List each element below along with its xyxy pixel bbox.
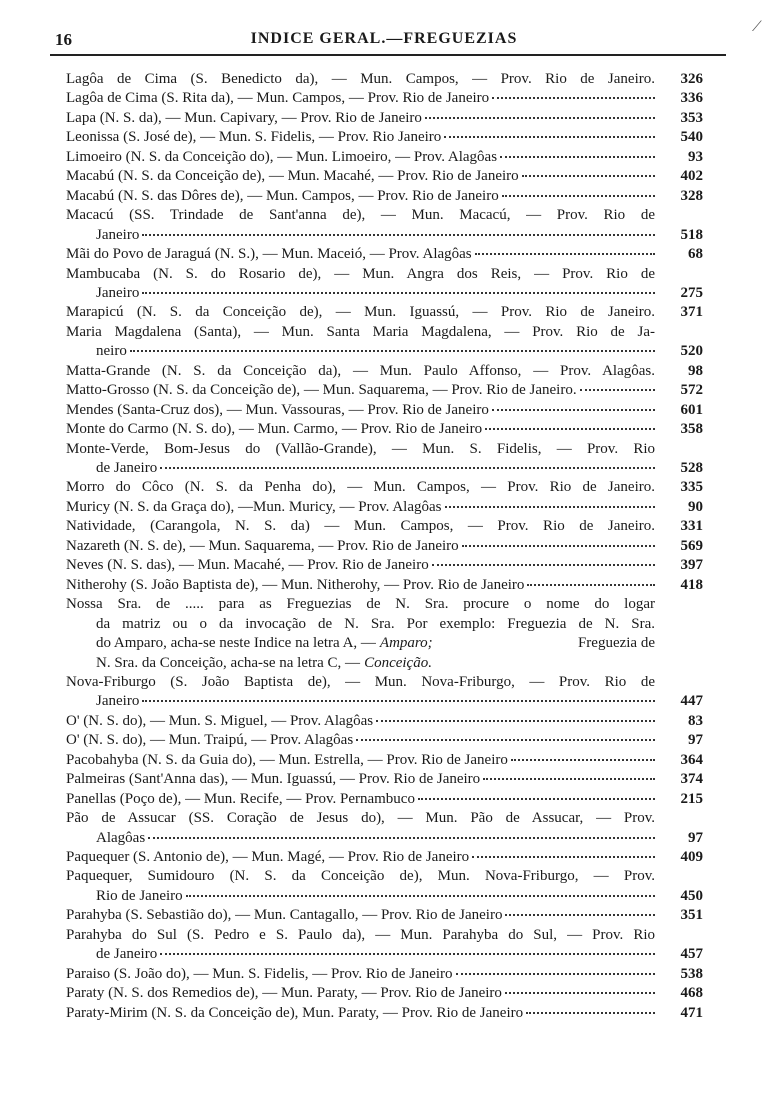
index-entry — [66, 478, 655, 496]
entry-page-number: 402 — [680, 168, 703, 185]
entry-text: de Janeiro — [96, 460, 158, 476]
index-entry — [66, 926, 655, 944]
entry-text: Nova-Friburgo (S. João Baptista de), — Mun. Nova-Friburgo, — Prov. Rio de — [66, 673, 655, 690]
entry-text: Pacobahyba (N. S. da Guia do), — Mun. Estrella, — Prov. Rio de Janeiro — [66, 751, 508, 768]
entry-text: Macabú (N. S. das Dôres de), — Mun. Campos, — Prov. Rio de Janeiro — [66, 187, 499, 204]
dot-leader — [148, 837, 655, 839]
entry-page-number: 98 — [688, 362, 703, 379]
entry-text: Parahyba (S. Sebastião do), — Mun. Cantagallo, — Prov. Rio de Janeiro — [66, 907, 503, 924]
dot-leader — [418, 798, 655, 800]
entry-page-number: 528 — [680, 460, 703, 476]
entry-text: Mãi do Povo de Jaraguá (N. S.), — Mun. Maceió, — Prov. Alagôas — [66, 246, 472, 263]
entry-page-number: 450 — [680, 887, 703, 904]
entry-text: Morro do Côco (N. S. da Penha do), — Mun. Campos, — Prov. Rio de Janeiro. — [66, 479, 655, 496]
index-entry-continuation — [96, 226, 655, 244]
entry-text: Macacú (SS. Trindade de Sant'anna de), — Mun. Macacú, — Prov. Rio de — [66, 207, 655, 224]
page-number: 16 — [55, 30, 72, 49]
entry-text: Paraiso (S. João do), — Mun. S. Fidelis, — Prov. Rio de Janeiro — [66, 965, 453, 982]
entry-text: de Janeiro — [96, 946, 158, 963]
entry-page-number: 83 — [688, 712, 703, 729]
entry-page-number: 326 — [680, 71, 703, 87]
index-entry — [66, 673, 655, 691]
entry-page-number: 328 — [680, 187, 703, 204]
index-entry — [66, 790, 655, 808]
entry-page-number: 601 — [680, 401, 703, 418]
dot-leader — [526, 1012, 655, 1014]
dot-leader — [160, 953, 655, 955]
dot-leader — [472, 856, 655, 858]
index-entry — [66, 751, 655, 769]
index-entry — [66, 809, 655, 827]
entry-text: do Amparo, acha-se neste Indice na letra A, — — [96, 635, 376, 652]
dot-leader — [142, 234, 655, 236]
entry-text: Janeiro — [96, 693, 140, 710]
dot-leader — [527, 584, 655, 586]
entry-page-number: 364 — [680, 751, 703, 768]
dot-leader — [356, 739, 655, 741]
entry-text: Pão de Assucar (SS. Coração de Jesus do), — Mun. Pão de Assucar, — Prov. — [66, 810, 655, 827]
index-entry — [66, 362, 655, 380]
dot-leader — [522, 175, 655, 177]
index-entry — [66, 537, 655, 555]
entry-text: Paquequer, Sumidouro (N. S. da Conceição de), Mun. Nova-Friburgo, — Prov. — [66, 868, 655, 885]
index-entry — [66, 245, 655, 263]
index-entry — [66, 128, 655, 146]
entry-text: Janeiro — [96, 284, 140, 301]
index-entry — [66, 420, 655, 438]
entry-text: Mendes (Santa-Cruz dos), — Mun. Vassouras, — Prov. Rio de Janeiro — [66, 401, 489, 418]
entry-page-number: 520 — [680, 343, 703, 360]
dot-leader — [485, 428, 655, 430]
entry-page-number: 418 — [680, 576, 703, 593]
margin-mark: ⟋ — [752, 20, 762, 35]
index-entry-continuation — [96, 829, 655, 847]
entry-text: Matto-Grosso (N. S. da Conceição de), — Mun. Saquarema, — Prov. Rio de Janeiro. — [66, 382, 577, 399]
entry-page-number: 540 — [680, 129, 703, 146]
index-entry — [66, 712, 655, 730]
entry-text: Paquequer (S. Antonio de), — Mun. Magé, — Prov. Rio de Janeiro — [66, 849, 470, 865]
index-entry — [66, 517, 655, 535]
index-entry — [66, 381, 655, 399]
dot-leader — [444, 136, 655, 138]
entry-text: Monte do Carmo (N. S. do), — Mun. Carmo, — Prov. Rio de Janeiro — [66, 421, 483, 438]
entry-text: Nazareth (N. S. de), — Mun. Saquarema, — Prov. Rio de Janeiro — [66, 537, 459, 554]
dot-leader — [456, 973, 655, 975]
index-entry-continuation — [96, 284, 655, 302]
entry-page-number: 335 — [680, 479, 703, 496]
entry-text: Matta-Grande (N. S. da Conceição da), — Mun. Paulo Affonso, — Prov. Alagôas. — [66, 362, 655, 379]
entry-page-number: 97 — [688, 732, 703, 749]
entry-page-number: 468 — [680, 985, 703, 1002]
entry-text: da matriz ou o da invocação de N. Sra. Por exemplo: Freguezia de N. Sra. — [96, 615, 655, 632]
dot-leader — [500, 156, 655, 158]
entry-text: Marapicú (N. S. da Conceição de), — Mun. Iguassú, — Prov. Rio de Janeiro. — [66, 304, 655, 321]
dot-leader — [511, 759, 655, 761]
entry-text: neiro — [96, 343, 127, 360]
page-title: INDICE GERAL.—FREGUEZIAS — [250, 30, 518, 47]
entry-page-number: 68 — [688, 246, 703, 263]
dot-leader — [462, 545, 655, 547]
entry-page-number: 447 — [680, 693, 703, 710]
entry-page-number: 215 — [680, 790, 703, 807]
index-entry — [66, 848, 655, 866]
dot-leader — [505, 992, 655, 994]
index-entry-continuation — [96, 459, 655, 477]
index-entry — [66, 167, 655, 185]
entry-text: Macabú (N. S. da Conceição de), — Mun. Macahé, — Prov. Rio de Janeiro — [66, 168, 519, 185]
index-entry — [66, 109, 655, 127]
index-entry — [66, 498, 655, 516]
entry-text: Lagôa de Cima (S. Rita da), — Mun. Campos, — Prov. Rio de Janeiro — [66, 90, 490, 107]
index-entry — [66, 731, 655, 749]
index-entry-continuation — [96, 654, 655, 672]
index-entry — [66, 70, 655, 88]
entry-text: Janeiro — [96, 226, 140, 243]
entry-text: Muricy (N. S. da Graça do), —Mun. Muricy, — Prov. Alagôas — [66, 498, 442, 515]
entry-text: Limoeiro (N. S. da Conceição do), — Mun. Limoeiro, — Prov. Alagôas — [66, 148, 498, 165]
index-entry — [66, 206, 655, 224]
dot-leader — [142, 292, 655, 294]
entry-text: Palmeiras (Sant'Anna das), — Mun. Iguassú, — Prov. Rio de Janeiro — [66, 771, 481, 788]
index-entry-continuation — [96, 342, 655, 360]
entry-text: Maria Magdalena (Santa), — Mun. Santa Maria Magdalena, — Prov. Rio de Ja- — [66, 323, 655, 340]
dot-leader — [502, 195, 655, 197]
entry-page-number: 374 — [680, 771, 703, 788]
dot-leader — [505, 914, 655, 916]
index-entry-continuation — [96, 634, 655, 652]
dot-leader — [425, 117, 655, 119]
entry-page-number: 353 — [680, 109, 703, 126]
entry-text: Rio de Janeiro — [96, 887, 183, 904]
index-entry — [66, 1004, 655, 1022]
entry-page-number: 538 — [680, 965, 703, 982]
index-entry — [66, 323, 655, 341]
entry-text: Nossa Sra. de ..... para as Freguezias de N. Sra. procure o nome do logar — [66, 596, 655, 613]
dot-leader — [130, 350, 655, 352]
entry-text: Neves (N. S. das), — Mun. Macahé, — Prov. Rio de Janeiro — [66, 557, 429, 574]
entry-text: Leonissa (S. José de), — Mun. S. Fidelis, — Prov. Rio Janeiro — [66, 129, 442, 146]
dot-leader — [492, 409, 655, 411]
dot-leader — [483, 778, 655, 780]
dot-leader — [580, 389, 655, 391]
dot-leader — [492, 97, 655, 99]
entry-text: Paraty-Mirim (N. S. da Conceição de), Mun. Paraty, — Prov. Rio de Janeiro — [66, 1004, 524, 1021]
index-entry — [66, 440, 655, 458]
entry-text: Monte-Verde, Bom-Jesus do (Vallão-Grande), — Mun. S. Fidelis, — Prov. Rio — [66, 440, 655, 457]
entry-text: O' (N. S. do), — Mun. S. Miguel, — Prov. Alagôas — [66, 712, 374, 729]
entry-text: Paraty (N. S. dos Remedios de), — Mun. Paraty, — Prov. Rio de Janeiro — [66, 985, 502, 1002]
entry-page-number: 90 — [688, 498, 703, 515]
entry-text: Lapa (N. S. da), — Mun. Capivary, — Prov. Rio de Janeiro — [66, 109, 422, 126]
entry-page-number: 336 — [680, 90, 703, 107]
entry-page-number: 471 — [680, 1004, 703, 1021]
entry-page-number: 358 — [680, 421, 703, 438]
dot-leader — [432, 564, 655, 566]
index-entry — [66, 148, 655, 166]
dot-leader — [445, 506, 656, 508]
entry-text: N. Sra. da Conceição, acha-se na letra C, — — [96, 654, 361, 671]
entry-page-number: 331 — [680, 518, 703, 535]
index-entry — [66, 187, 655, 205]
entry-text: Parahyba do Sul (S. Pedro e S. Paulo da), — Mun. Parahyba do Sul, — Prov. Rio — [66, 926, 655, 943]
dot-leader — [160, 467, 655, 469]
index-entry — [66, 576, 655, 594]
index-entry — [66, 984, 655, 1002]
entry-text: Lagôa de Cima (S. Benedicto da), — Mun. Campos, — Prov. Rio de Janeiro. — [66, 71, 655, 87]
dot-leader — [186, 895, 655, 897]
index-entry — [66, 906, 655, 924]
entry-page-number: 371 — [680, 304, 703, 321]
index-entry-continuation — [96, 692, 655, 710]
index-entry — [66, 556, 655, 574]
entry-page-number: 518 — [680, 226, 703, 243]
entry-page-number: 397 — [680, 557, 703, 574]
entry-text: O' (N. S. do), — Mun. Traipú, — Prov. Alagôas — [66, 732, 354, 749]
index-entry — [66, 401, 655, 419]
index-entry-continuation — [96, 615, 655, 633]
header-rule — [50, 54, 726, 56]
index-entry — [66, 265, 655, 283]
entry-text: Nitherohy (S. João Baptista de), — Mun. Nitherohy, — Prov. Rio de Janeiro — [66, 576, 525, 593]
index-entry — [66, 770, 655, 788]
entry-text: Panellas (Poço de), — Mun. Recife, — Prov. Pernambuco — [66, 790, 415, 807]
index-entry — [66, 867, 655, 885]
entry-text: Alagôas — [96, 829, 146, 846]
entry-page-number: 572 — [680, 382, 703, 399]
index-entry — [66, 965, 655, 983]
entry-page-number: 97 — [688, 829, 703, 846]
entry-page-number: 93 — [688, 148, 703, 165]
entry-page-number: 275 — [680, 284, 703, 301]
index-entry-continuation — [96, 887, 655, 905]
entry-text: Mambucaba (N. S. do Rosario de), — Mun. Angra dos Reis, — Prov. Rio de — [66, 265, 655, 282]
entry-page-number: 351 — [680, 907, 703, 924]
entry-text: Natividade, (Carangola, N. S. da) — Mun. Campos, — Prov. Rio de Janeiro. — [66, 518, 655, 535]
dot-leader — [142, 700, 655, 702]
index-entry — [66, 595, 655, 613]
index-entry-continuation — [96, 945, 655, 963]
entry-page-number: 457 — [680, 946, 703, 963]
index-entry — [66, 89, 655, 107]
dot-leader — [376, 720, 655, 722]
index-entry — [66, 303, 655, 321]
entry-text-tail: Freguezia de — [577, 635, 655, 652]
entry-page-number: 409 — [680, 849, 703, 865]
entry-page-number: 569 — [680, 537, 703, 554]
dot-leader — [475, 253, 655, 255]
entry-italic-reference: Conceição. — [364, 654, 432, 671]
entry-italic-reference: Amparo; — [379, 635, 433, 652]
